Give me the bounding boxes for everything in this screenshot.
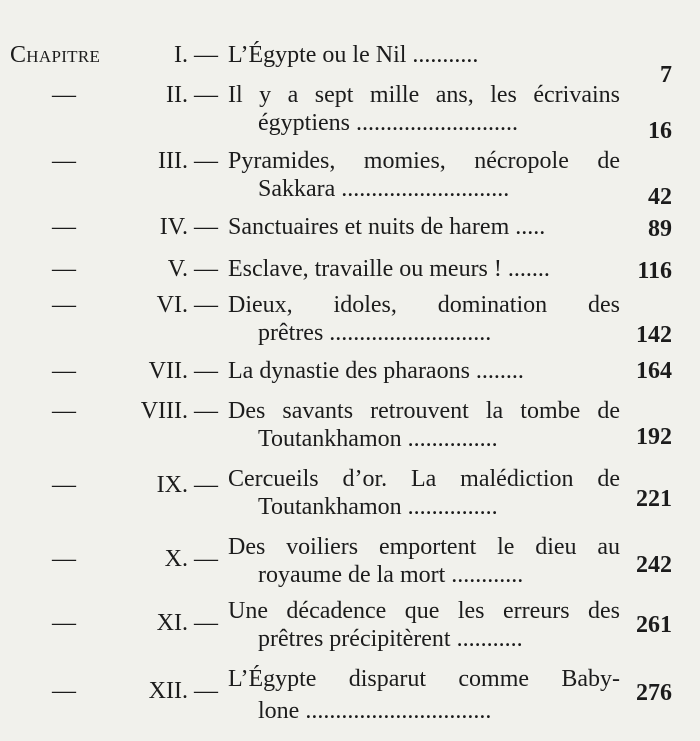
ditto-dash: — (52, 148, 76, 174)
chapter-title-line: Toutankhamon ............... (258, 494, 498, 520)
page-number: 16 (648, 118, 672, 144)
chapter-number: I. — (174, 42, 218, 68)
chapter-number: VII. — (148, 358, 218, 384)
ditto-dash: — (52, 546, 76, 572)
page-number: 142 (636, 322, 672, 348)
chapter-number: IV. — (159, 214, 218, 240)
chapter-number: XII. — (148, 678, 218, 704)
ditto-dash: — (52, 610, 76, 636)
chapter-title-line: Une décadence que les erreurs des (228, 598, 620, 624)
chapter-title-line: Cercueils d’or. La malédiction de (228, 466, 620, 492)
ditto-dash: — (52, 678, 76, 704)
chapter-title-line: Dieux, idoles, domination des (228, 292, 620, 318)
chapter-title-line: royaume de la mort ............ (258, 562, 524, 588)
chapter-number: VI. — (156, 292, 218, 318)
chapter-number: V. — (167, 256, 218, 282)
chapter-title-line: égyptiens ........................... (258, 110, 518, 136)
ditto-dash: — (52, 398, 76, 424)
ditto-dash: — (52, 82, 76, 108)
page-number: 221 (636, 486, 672, 512)
page-number: 261 (636, 612, 672, 638)
chapter-title-line: L’Égypte disparut comme Baby- (228, 666, 620, 692)
chapter-title-line: lone ............................... (258, 698, 492, 724)
ditto-dash: — (52, 472, 76, 498)
chapter-number: IX. — (156, 472, 218, 498)
chapter-title-line: Sanctuaires et nuits de harem ..... (228, 214, 546, 240)
page-number: 276 (636, 680, 672, 706)
ditto-dash: — (52, 292, 76, 318)
chapter-title-line: Pyramides, momies, nécropole de (228, 148, 620, 174)
ditto-dash: — (52, 214, 76, 240)
ditto-dash: — (52, 256, 76, 282)
chapter-title-line: prêtres précipitèrent ........... (258, 626, 523, 652)
chapter-title-line: La dynastie des pharaons ........ (228, 358, 524, 384)
chapter-title-line: Sakkara ............................ (258, 176, 510, 202)
chapter-title-line: L’Égypte ou le Nil ........... (228, 42, 479, 68)
chapter-title-line: Des savants retrouvent la tombe de (228, 398, 620, 424)
ditto-dash: — (52, 358, 76, 384)
chapter-title-line: Toutankhamon ............... (258, 426, 498, 452)
page-number: 164 (636, 358, 672, 384)
chapter-number: VIII. — (140, 398, 218, 424)
page-number: 42 (648, 184, 672, 210)
chapter-number: X. — (164, 546, 218, 572)
chapter-title-line: Des voiliers emportent le dieu au (228, 534, 620, 560)
page-number: 192 (636, 424, 672, 450)
page-number: 242 (636, 552, 672, 578)
chapter-title-line: Il y a sept mille ans, les écrivains (228, 82, 620, 108)
chapter-number: XI. — (156, 610, 218, 636)
chapter-title-line: prêtres ........................... (258, 320, 492, 346)
page-number: 116 (637, 258, 672, 284)
chapter-label: Chapitre (10, 42, 101, 68)
chapter-number: II. — (166, 82, 218, 108)
page-number: 7 (660, 62, 672, 88)
chapter-number: III. — (158, 148, 218, 174)
chapter-title-line: Esclave, travaille ou meurs ! ....... (228, 256, 550, 282)
page-number: 89 (648, 216, 672, 242)
